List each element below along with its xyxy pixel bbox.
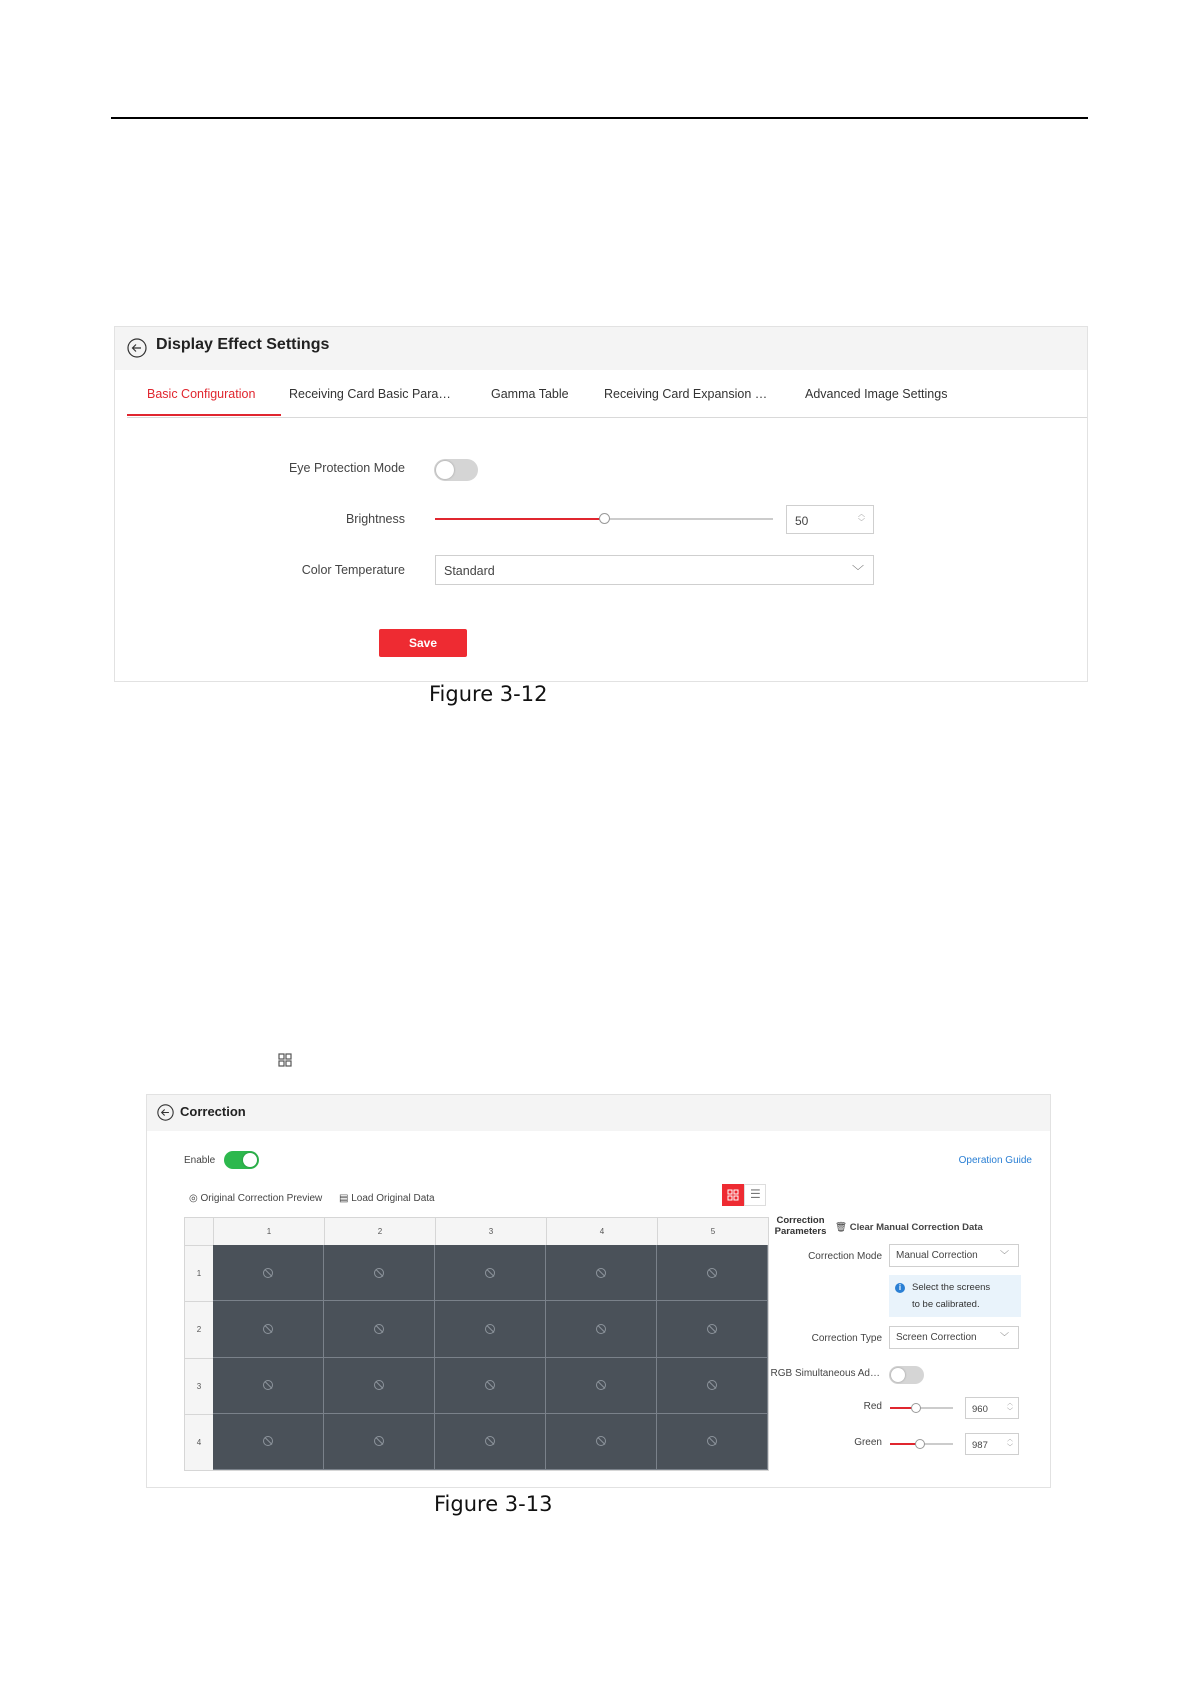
- tab-receiving-card-expansion[interactable]: Receiving Card Expansion …: [604, 387, 768, 401]
- tab-bar: [127, 370, 1087, 418]
- disabled-icon: [374, 1324, 384, 1334]
- disabled-icon: [485, 1436, 495, 1446]
- panel-header: [147, 1095, 1050, 1131]
- screen-cell[interactable]: [435, 1301, 546, 1357]
- correction-mode-label: Correction Mode: [808, 1251, 882, 1262]
- disabled-icon: [707, 1268, 717, 1278]
- grid-column-header: 5: [657, 1218, 768, 1245]
- spinner-icon[interactable]: ︿ ﹀: [1006, 1437, 1013, 1451]
- green-label: Green: [854, 1437, 882, 1448]
- screen-cell[interactable]: [324, 1414, 435, 1470]
- grid-row-header: 4: [185, 1414, 213, 1470]
- grid-row-header: 1: [185, 1245, 213, 1301]
- tab-gamma-table[interactable]: Gamma Table: [491, 387, 569, 401]
- grid-icon: [727, 1189, 739, 1201]
- clear-manual-correction-data[interactable]: [835, 1222, 983, 1233]
- correction-panel: [146, 1094, 1051, 1488]
- disabled-icon: [707, 1380, 717, 1390]
- toggle-knob: [436, 461, 454, 479]
- screen-cell[interactable]: [546, 1301, 657, 1357]
- grid-column-header: 2: [324, 1218, 435, 1245]
- info-text-line-1: Select the screens: [912, 1282, 991, 1293]
- figure-caption: Figure 3-12: [429, 682, 548, 706]
- screen-cell[interactable]: [435, 1358, 546, 1414]
- brightness-slider[interactable]: [435, 518, 773, 520]
- document-icon: ▤: [339, 1193, 349, 1204]
- info-icon: i: [895, 1283, 905, 1293]
- active-tab-indicator: [127, 414, 281, 416]
- eye-protection-toggle[interactable]: [434, 459, 478, 481]
- header-rule: [111, 117, 1088, 119]
- clear-manual-correction-label: Clear Manual Correction Data: [849, 1222, 983, 1233]
- disabled-icon: [596, 1380, 606, 1390]
- spinner-icon[interactable]: ︿ ﹀: [858, 511, 865, 526]
- list-icon: ☰: [750, 1187, 761, 1201]
- disabled-icon: [263, 1380, 273, 1390]
- screen-cell[interactable]: [546, 1358, 657, 1414]
- color-temperature-select[interactable]: [435, 555, 874, 585]
- screen-cell[interactable]: [657, 1414, 768, 1470]
- correction-type-value: Screen Correction: [896, 1332, 977, 1343]
- display-effect-settings-panel: [114, 326, 1088, 682]
- brightness-input[interactable]: [786, 505, 874, 534]
- screen-cell[interactable]: [324, 1245, 435, 1301]
- rgb-simultaneous-toggle[interactable]: [889, 1366, 924, 1384]
- grid-icon: [278, 1053, 292, 1067]
- tab-receiving-card-basic[interactable]: Receiving Card Basic Para…: [289, 387, 451, 401]
- original-correction-preview-label: Original Correction Preview: [200, 1193, 323, 1204]
- disabled-icon: [596, 1268, 606, 1278]
- disabled-icon: [374, 1436, 384, 1446]
- disabled-icon: [263, 1324, 273, 1334]
- screen-cell[interactable]: [546, 1414, 657, 1470]
- red-input[interactable]: [965, 1397, 1019, 1419]
- toggle-knob: [891, 1368, 905, 1382]
- grid-column-header: 4: [546, 1218, 657, 1245]
- page-title: Correction: [180, 1104, 246, 1119]
- screen-cell[interactable]: [657, 1358, 768, 1414]
- brightness-slider-fill: [435, 518, 604, 520]
- save-button[interactable]: Save: [379, 629, 467, 657]
- color-temperature-label: Color Temperature: [301, 563, 405, 577]
- original-correction-preview[interactable]: [189, 1193, 322, 1204]
- correction-mode-value: Manual Correction: [896, 1250, 978, 1261]
- disabled-icon: [485, 1268, 495, 1278]
- operation-guide-link[interactable]: Operation Guide: [958, 1155, 1032, 1166]
- screen-cell[interactable]: [546, 1245, 657, 1301]
- red-value: 960: [972, 1404, 988, 1415]
- disabled-icon: [263, 1268, 273, 1278]
- green-slider-thumb[interactable]: [915, 1439, 925, 1449]
- disabled-icon: [485, 1324, 495, 1334]
- trash-icon: 🗑: [835, 1222, 848, 1233]
- tab-basic-configuration[interactable]: Basic Configuration: [147, 387, 256, 401]
- grid-column-header: 3: [435, 1218, 546, 1245]
- disabled-icon: [374, 1268, 384, 1278]
- disabled-icon: [596, 1436, 606, 1446]
- page-title: Display Effect Settings: [156, 336, 330, 353]
- green-input[interactable]: [965, 1433, 1019, 1455]
- screen-cell[interactable]: [657, 1301, 768, 1357]
- screen-cell[interactable]: [324, 1301, 435, 1357]
- disabled-icon: [263, 1436, 273, 1446]
- grid-row-header: 3: [185, 1358, 213, 1414]
- screen-cell[interactable]: [213, 1414, 324, 1470]
- chevron-down-icon: ﹀: [999, 1332, 1009, 1342]
- disabled-icon: [374, 1380, 384, 1390]
- load-original-data-label: Load Original Data: [351, 1193, 435, 1204]
- brightness-label: Brightness: [345, 512, 405, 526]
- color-temperature-value: Standard: [444, 564, 495, 578]
- screen-cell[interactable]: [435, 1245, 546, 1301]
- brightness-slider-thumb[interactable]: [599, 513, 610, 524]
- screen-cell[interactable]: [657, 1245, 768, 1301]
- correction-parameters-label: Correction Parameters: [774, 1215, 827, 1237]
- screen-grid: [184, 1217, 769, 1471]
- list-view-button[interactable]: [744, 1184, 766, 1206]
- screen-cell[interactable]: [324, 1358, 435, 1414]
- chevron-down-icon: ﹀: [851, 564, 864, 578]
- grid-view-button[interactable]: [722, 1184, 744, 1206]
- screen-cell[interactable]: [213, 1245, 324, 1301]
- grid-row-header: 2: [185, 1301, 213, 1357]
- disabled-icon: [485, 1380, 495, 1390]
- red-slider-thumb[interactable]: [911, 1403, 921, 1413]
- disabled-icon: [707, 1436, 717, 1446]
- rgb-simultaneous-label: RGB Simultaneous Ad…: [770, 1368, 880, 1379]
- correction-type-label: Correction Type: [811, 1333, 882, 1344]
- spinner-icon[interactable]: ︿ ﹀: [1006, 1401, 1013, 1415]
- calibration-info-box: [889, 1275, 1021, 1317]
- screen-cell[interactable]: [435, 1414, 546, 1470]
- brightness-value: 50: [795, 514, 809, 528]
- correction-mode-select[interactable]: [889, 1244, 1019, 1267]
- load-original-data[interactable]: [339, 1193, 435, 1204]
- green-value: 987: [972, 1440, 988, 1451]
- screen-cell[interactable]: [213, 1358, 324, 1414]
- panel-header: [115, 327, 1087, 370]
- info-text-line-2: to be calibrated.: [912, 1299, 980, 1310]
- enable-label: Enable: [184, 1155, 216, 1166]
- screen-cell[interactable]: [213, 1301, 324, 1357]
- chevron-down-icon: ﹀: [999, 1250, 1009, 1260]
- correction-type-select[interactable]: [889, 1326, 1019, 1349]
- figure-caption: Figure 3-13: [434, 1492, 553, 1516]
- eye-protection-label: Eye Protection Mode: [288, 461, 405, 475]
- eye-icon: ◎: [189, 1193, 198, 1204]
- disabled-icon: [707, 1324, 717, 1334]
- grid-column-header: 1: [213, 1218, 324, 1245]
- disabled-icon: [596, 1324, 606, 1334]
- red-slider[interactable]: [890, 1407, 953, 1409]
- back-arrow-icon[interactable]: [157, 1104, 174, 1121]
- green-slider[interactable]: [890, 1443, 953, 1445]
- tab-advanced-image-settings[interactable]: Advanced Image Settings: [805, 387, 948, 401]
- enable-toggle[interactable]: [224, 1151, 259, 1169]
- toggle-knob: [243, 1153, 257, 1167]
- red-label: Red: [863, 1401, 882, 1412]
- back-arrow-icon[interactable]: [127, 338, 147, 358]
